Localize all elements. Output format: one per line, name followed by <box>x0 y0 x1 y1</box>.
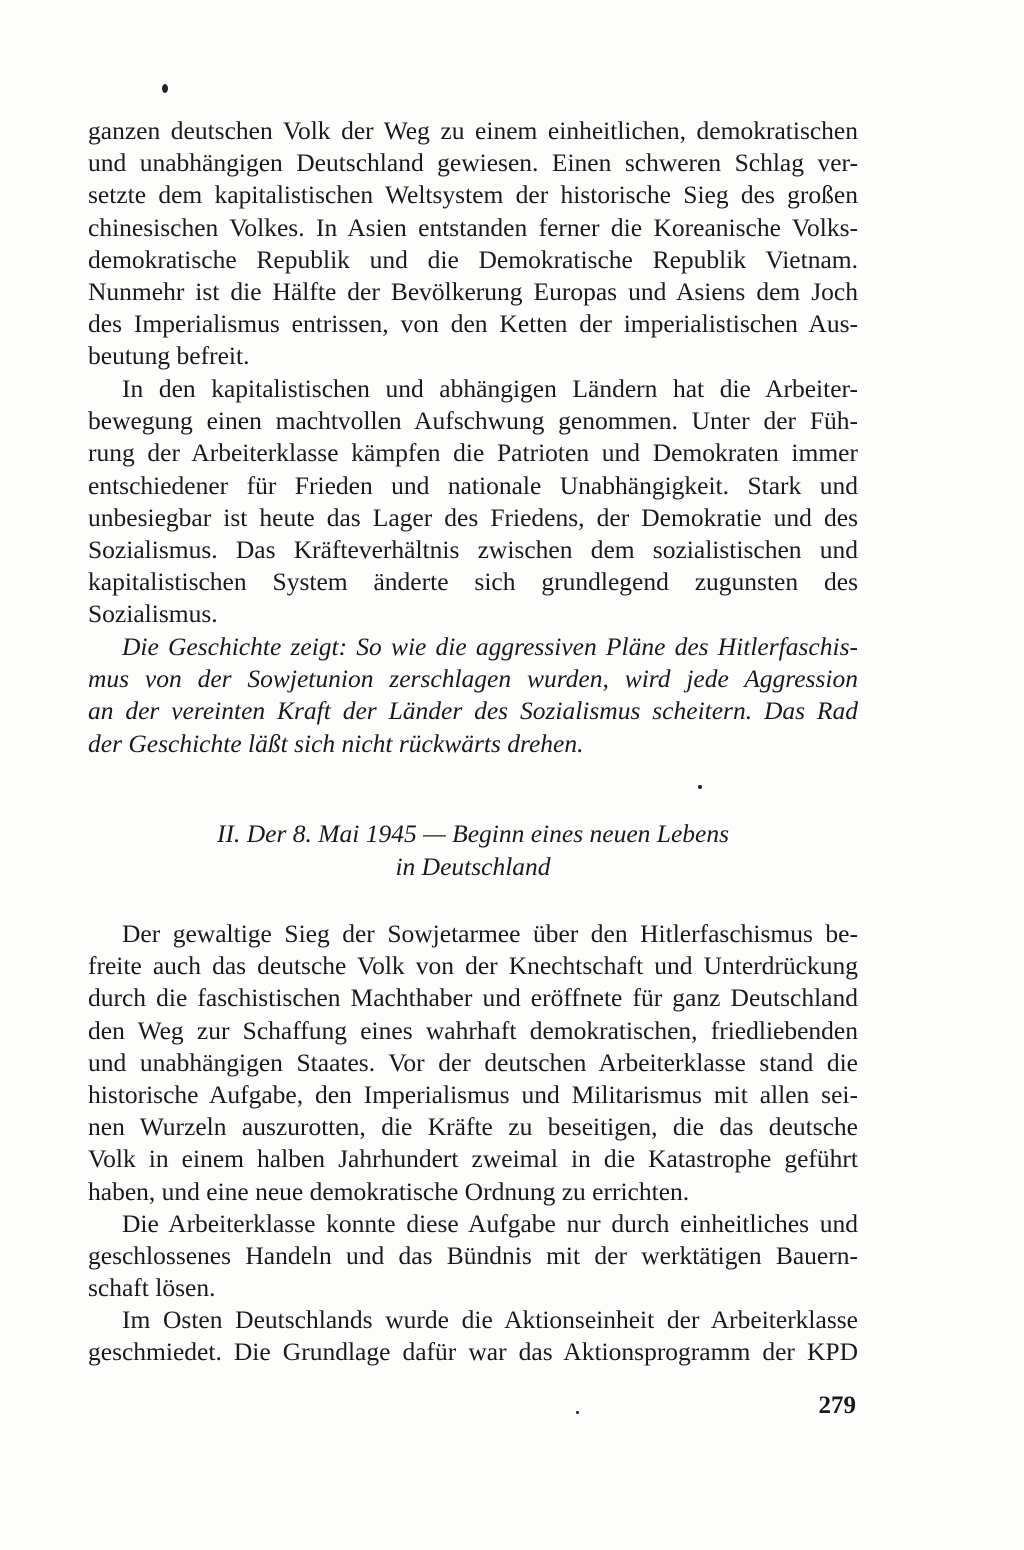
text-line: setzte dem kapitalistischen Weltsystem der historische Sieg des großen <box>88 180 858 210</box>
paragraph-workers-movement <box>88 373 858 631</box>
text-line: des Imperialismus entrissen, von den Ketten der imperialistischen Aus- <box>88 309 858 339</box>
text-line: entschiedener für Frieden und nationale Unabhängigkeit. Stark und <box>88 470 858 500</box>
paragraph-east-germany <box>88 1304 858 1368</box>
section-heading <box>88 818 858 883</box>
text-line: geschmiedet. Die Grundlage dafür war das Aktionsprogramm der KPD <box>88 1337 858 1367</box>
page-number: 279 <box>818 1392 856 1419</box>
text-line: In den kapitalistischen und abhängigen Ländern hat die Arbeiter- <box>122 374 858 403</box>
paragraph-continued <box>88 115 858 373</box>
ink-speck <box>698 785 702 789</box>
text-line: an der vereinten Kraft der Länder des Sozialismus scheitern. Das Rad <box>88 696 858 726</box>
text-line: beutung befreit. <box>88 341 250 371</box>
text-line: den Weg zur Schaffung eines wahrhaft demokratischen, friedliebenden <box>88 1015 858 1045</box>
text-line: Volk in einem halben Jahrhundert zweimal in die Katastrophe geführt <box>88 1144 858 1174</box>
paragraph-history-shows <box>88 631 858 760</box>
text-line: und unabhängigen Deutschland gewiesen. Einen schweren Schlag ver- <box>88 148 858 178</box>
paragraph-soviet-victory <box>88 918 858 1208</box>
heading-line: in Deutschland <box>395 851 551 881</box>
text-line: haben, und eine neue demokratische Ordnung zu errichten. <box>88 1176 690 1206</box>
text-line: Der gewaltige Sieg der Sowjetarmee über den Hitlerfaschismus be- <box>122 919 858 948</box>
text-line: Die Geschichte zeigt: So wie die aggressiven Pläne des Hitlerfaschis- <box>122 632 858 661</box>
text-line: mus von der Sowjetunion zerschlagen wurden, wird jede Aggression <box>88 664 858 694</box>
text-line: rung der Arbeiterklasse kämpfen die Patrioten und Demokraten immer <box>88 438 858 468</box>
text-line: geschlossenes Handeln und das Bündnis mit der werktätigen Bauern- <box>88 1241 858 1271</box>
text-line: Sozialismus. Das Kräfteverhältnis zwischen dem sozialistischen und <box>88 535 858 565</box>
text-line: durch die faschistischen Machthaber und eröffnete für ganz Deutschland <box>88 983 858 1013</box>
text-line: Sozialismus. <box>88 599 218 629</box>
text-line: freite auch das deutsche Volk von der Knechtschaft und Unterdrückung <box>88 951 858 981</box>
text-line: Im Osten Deutschlands wurde die Aktionseinheit der Arbeiterklasse <box>122 1305 858 1334</box>
ink-speck <box>162 84 168 93</box>
text-line: ganzen deutschen Volk der Weg zu einem einheitlichen, demokratischen <box>88 116 858 145</box>
text-line: Nunmehr ist die Hälfte der Bevölkerung Europas und Asiens dem Joch <box>88 277 858 307</box>
text-line: und unabhängigen Staates. Vor der deutschen Arbeiterklasse stand die <box>88 1047 858 1077</box>
ink-speck <box>576 1411 579 1414</box>
text-line: unbesiegbar ist heute das Lager des Friedens, der Demokratie und des <box>88 502 858 532</box>
text-line: kapitalistischen System änderte sich grundlegend zugunsten des <box>88 567 858 597</box>
text-line: Die Arbeiterklasse konnte diese Aufgabe nur durch einheitliches und <box>122 1209 858 1238</box>
text-line: bewegung einen machtvollen Aufschwung genommen. Unter der Füh- <box>88 406 858 436</box>
text-line: chinesischen Volkes. In Asien entstanden ferner die Koreanische Volks- <box>88 212 858 242</box>
text-line: nen Wurzeln auszurotten, die Kräfte zu beseitigen, die das deutsche <box>88 1112 858 1142</box>
text-line: demokratische Republik und die Demokratische Republik Vietnam. <box>88 244 858 274</box>
text-line: historische Aufgabe, den Imperialismus und Militarismus mit allen sei- <box>88 1080 858 1110</box>
text-line: schaft lösen. <box>88 1273 216 1303</box>
text-line: der Geschichte läßt sich nicht rückwärts drehen. <box>88 728 584 758</box>
paragraph-working-class-task <box>88 1208 858 1305</box>
heading-line: II. Der 8. Mai 1945 — Beginn eines neuen Lebens <box>216 819 730 848</box>
